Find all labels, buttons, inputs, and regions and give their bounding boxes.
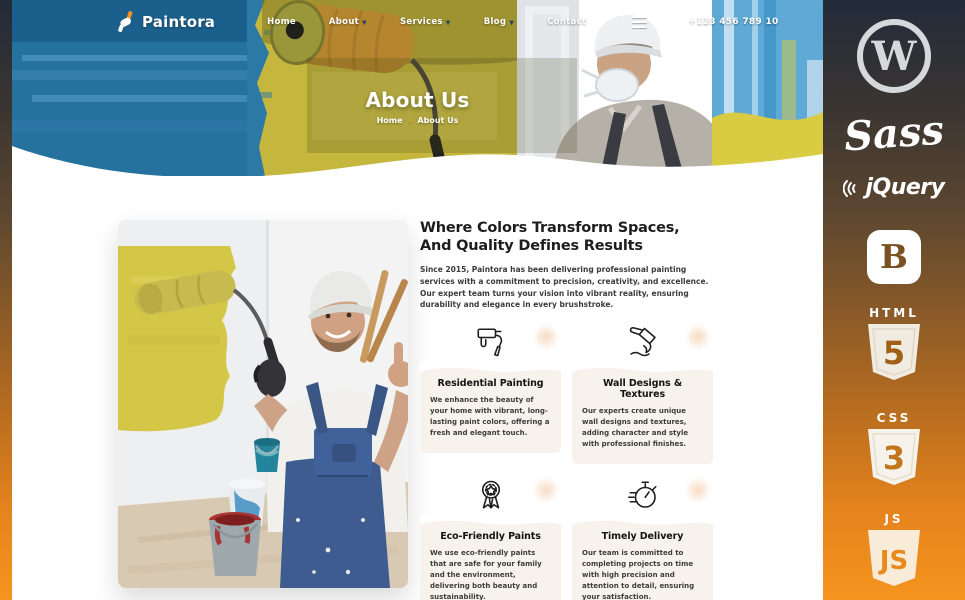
chevron-down-icon: ▼ [445, 19, 451, 26]
feature-cards [420, 324, 713, 600]
nav-item-contact[interactable]: Contact [547, 17, 587, 27]
card-title: Wall Designs & Textures [602, 377, 683, 400]
section-paragraph: Since 2015, Paintora has been delivering professional painting services with a commitment to precision, creativity, and excellence. Our expert team turns your vision into vibrant reality, ensuring durability and elegance in every brushstroke. [420, 265, 709, 310]
decor-blob [533, 324, 559, 350]
logo-text: Paintora [142, 13, 216, 31]
award-badge-icon [473, 477, 509, 513]
nav-item-about[interactable]: About ▼ [328, 17, 367, 27]
svg-text:W: W [871, 33, 917, 80]
paint-roller-icon [473, 324, 509, 360]
feature-card-residential [420, 324, 561, 464]
paint-roller-logo-icon [118, 11, 137, 33]
card-title: Timely Delivery [601, 530, 684, 542]
page-title: About Us [365, 88, 470, 112]
feature-card-eco-friendly [420, 477, 561, 600]
sass-icon: Sass [842, 106, 946, 161]
painter-photo [118, 220, 408, 588]
breadcrumb-home-link[interactable]: Home [376, 116, 403, 125]
card-title: Residential Painting [437, 377, 544, 389]
bootstrap-icon: B [867, 230, 921, 284]
decor-blob [685, 324, 711, 350]
chevron-down-icon: ▼ [509, 19, 515, 26]
phone-number: +123 456 789 10 [688, 17, 779, 27]
about-section [420, 220, 713, 600]
breadcrumb-current: About Us [417, 116, 459, 125]
nav-item-home[interactable]: Home [267, 17, 296, 27]
breadcrumb-separator: › [408, 116, 412, 125]
card-text: We use eco-friendly paints that are safe for your family and the environment, delivering both beauty and sustainability. [430, 548, 542, 600]
top-navigation [12, 9, 823, 35]
decor-blob [533, 477, 559, 503]
main-menu [267, 17, 586, 27]
nav-item-services[interactable]: Services ▼ [399, 17, 451, 27]
svg-text:3: 3 [882, 439, 906, 477]
card-text: We enhance the beauty of your home with vibrant, long-lasting paint colors, offering a fresh and elegant touch. [430, 395, 550, 438]
website-page [12, 0, 823, 600]
wordpress-icon [856, 18, 932, 94]
hero-text [12, 88, 823, 125]
jquery-swoosh-icon [843, 178, 861, 198]
card-text: Our team is committed to completing projects on time with high precision and attention to detail, ensuring your satisfaction. [582, 548, 695, 600]
headset-icon [663, 14, 683, 31]
feature-card-timely-delivery [572, 477, 713, 600]
section-heading: Where Colors Transform Spaces, And Quality Defines Results [420, 220, 680, 254]
js-icon: JS JS [865, 512, 923, 591]
menu-icon[interactable] [632, 16, 647, 28]
feature-card-wall-designs [572, 324, 713, 464]
decor-blob [685, 477, 711, 503]
svg-text:JS: JS [879, 546, 909, 576]
nav-item-blog[interactable]: Blog ▼ [483, 17, 515, 27]
card-text: Our experts create unique wall designs and textures, adding character and style with professional finishes. [582, 406, 689, 449]
card-title: Eco-Friendly Paints [440, 530, 541, 542]
stopwatch-icon [625, 477, 661, 513]
logo[interactable] [118, 11, 215, 33]
paint-brush-icon [625, 324, 661, 360]
breadcrumb [12, 116, 823, 125]
jquery-icon: jQuery [843, 175, 944, 200]
hero-section [12, 0, 823, 176]
phone-link[interactable] [663, 14, 778, 31]
svg-text:5: 5 [882, 334, 906, 372]
html5-icon: HTML 5 [865, 306, 923, 385]
tech-stack-panel [823, 0, 965, 600]
chevron-down-icon: ▼ [362, 19, 367, 26]
nav-right [632, 14, 778, 31]
css3-icon: CSS 3 [865, 411, 923, 490]
